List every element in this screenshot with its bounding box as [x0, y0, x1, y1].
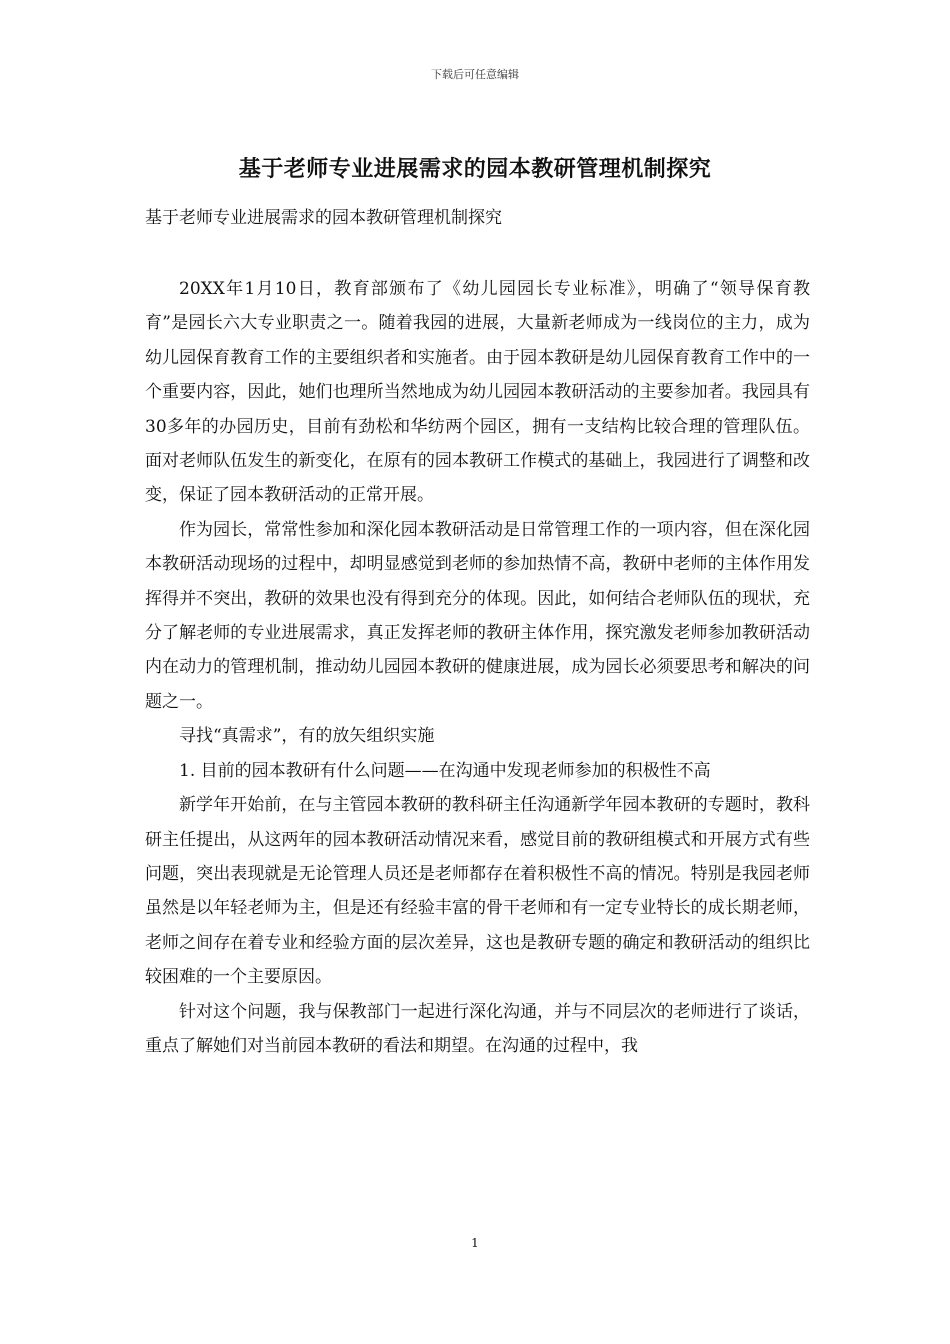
paragraph-new-term: 新学年开始前，在与主管园本教研的教科研主任沟通新学年园本教研的专题时，教科研主任提出，从这两年的园本教研活动情况来看，感觉目前的教研组模式和开展方式有些问题，突出表现就是无论管理人员还是老师都存在着积极性不高的情况。特别是我园老师虽然是以年轻老师为主，但是还有经验丰富的骨干老师和有一定专业特长的成长期老师，老师之间存在着专业和经验方面的层次差异，这也是教研专题的确定和教研活动的组织比较困难的一个主要原因。 [145, 795, 810, 988]
paragraph-principal-role: 作为园长，常常性参加和深化园本教研活动是日常管理工作的一项内容，但在深化园本教研活动现场的过程中，却明显感觉到老师的参加热情不高，教研中老师的主体作用发挥得并不突出，教研的效果也没有得到充分的体现。因此，如何结合老师队伍的现状，充分了解老师的专业进展需求，真正发挥老师的教研主体作用，探究激发老师参加教研活动内在动力的管理机制，推动幼儿园园本教研的健康进展，成为园长必须要思考和解决的问题之一。 [145, 519, 810, 712]
document-subtitle: 基于老师专业进展需求的园本教研管理机制探究 [145, 208, 502, 228]
section-heading: 寻找“真需求”，有的放矢组织实施 [179, 726, 435, 747]
paragraph-communication: 针对这个问题，我与保教部门一起进行深化沟通，并与不同层次的老师进行了谈话，重点了解她们对当前园本教研的看法和期望。在沟通的过程中，我 [145, 1001, 810, 1056]
subsection-heading: 1. 目前的园本教研有什么问题——在沟通中发现老师参加的积极性不高 [179, 760, 711, 781]
body-text [145, 272, 810, 1063]
document-title: 基于老师专业进展需求的园本教研管理机制探究 [238, 156, 712, 182]
paragraph-intro: 20XX年1月10日，教育部颁布了《幼儿园园长专业标准》，明确了“领导保育教育”是园长六大专业职责之一。随着我园的进展，大量新老师成为一线岗位的主力，成为幼儿园保育教育工作的主要组织者和实施者。由于园本教研是幼儿园保育教育工作中的一个重要内容，因此，她们也理所当然地成为幼儿园园本教研活动的主要参加者。我园具有30多年的办园历史，目前有劲松和华纺两个园区，拥有一支结构比较合理的管理队伍。面对老师队伍发生的新变化，在原有的园本教研工作模式的基础上，我园进行了调整和改变，保证了园本教研活动的正常开展。 [145, 279, 810, 506]
header-note: 下载后可任意编辑 [431, 68, 519, 81]
page-number: 1 [471, 1236, 479, 1250]
